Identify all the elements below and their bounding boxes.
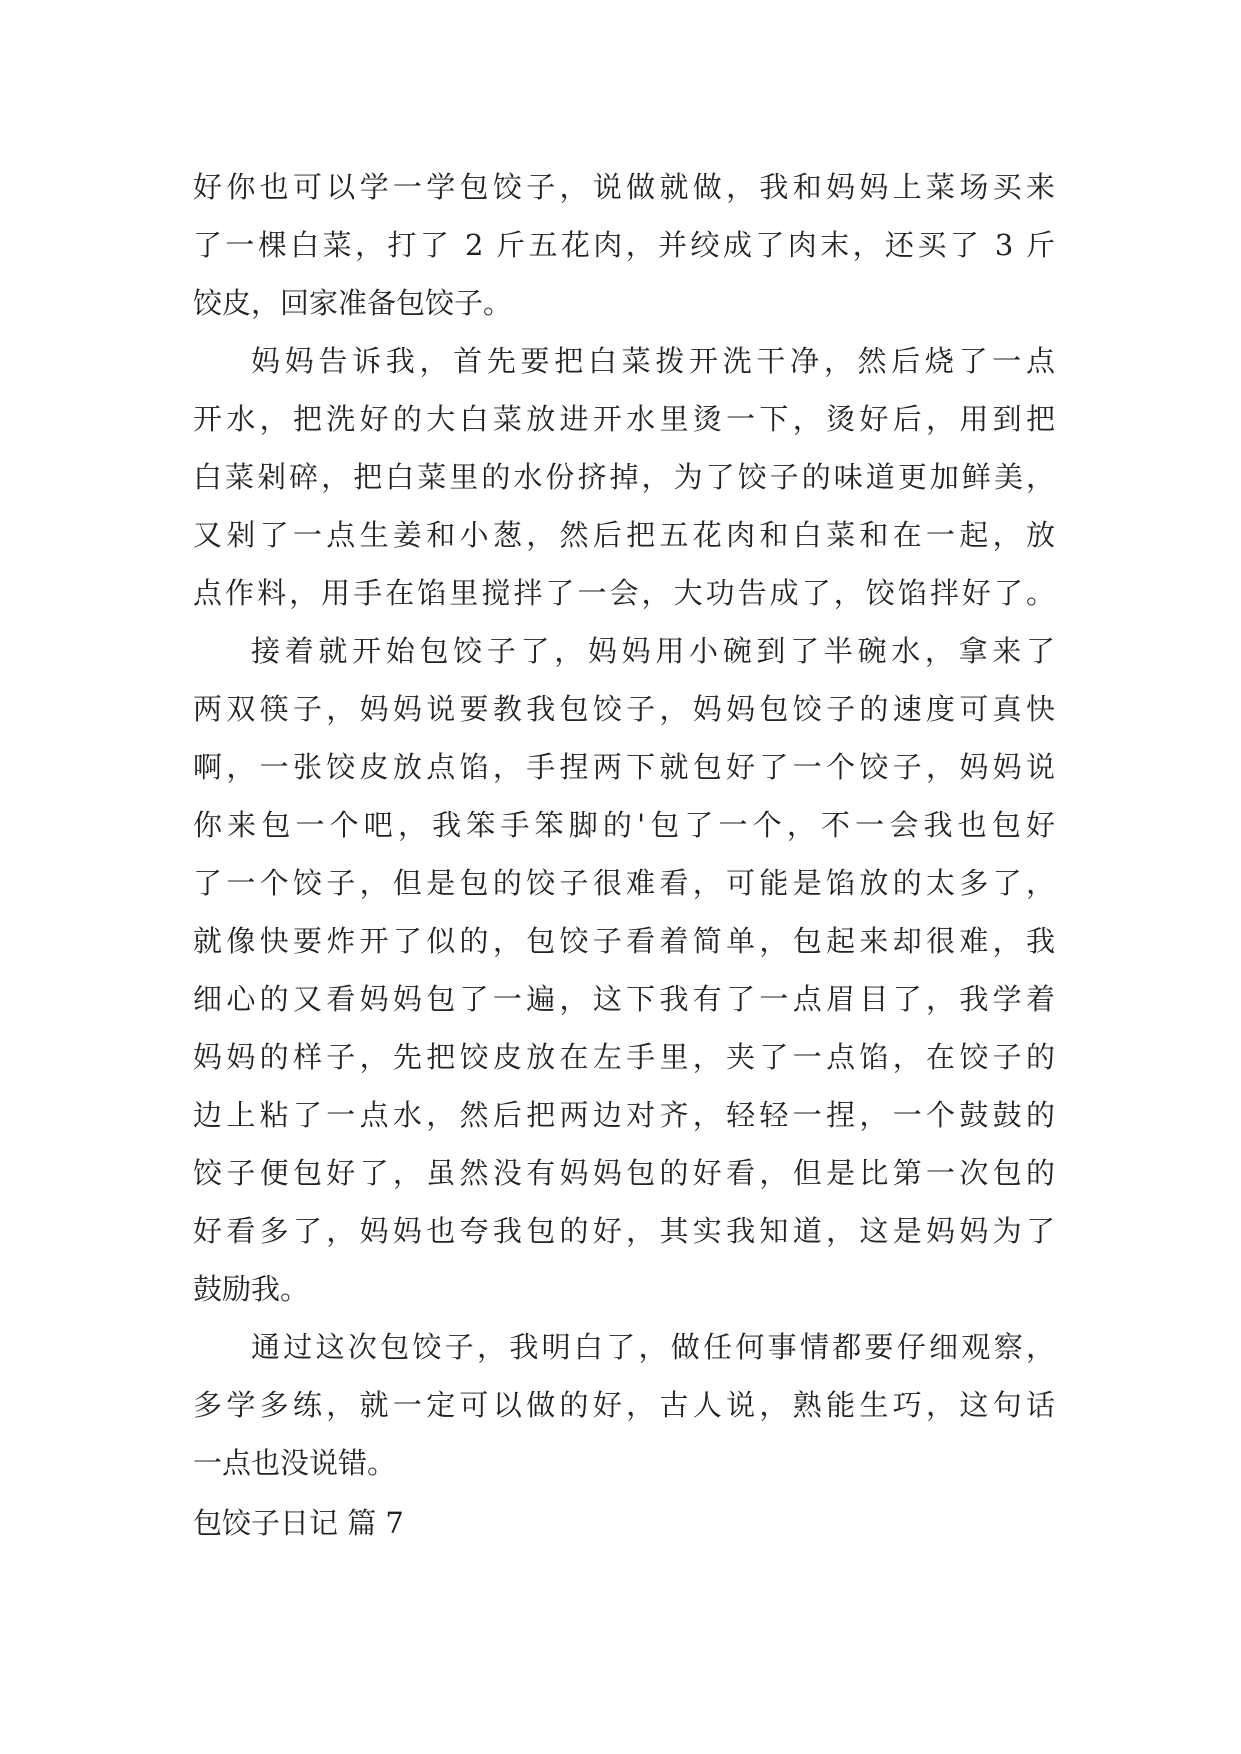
text-line: 好看多了，妈妈也夸我包的好，其实我知道，这是妈妈为了 xyxy=(193,1214,1055,1248)
text-line: 又剁了一点生姜和小葱，然后把五花肉和白菜和在一起，放 xyxy=(193,518,1055,552)
text-line: 两双筷子，妈妈说要教我包饺子，妈妈包饺子的速度可真快 xyxy=(193,692,1055,726)
text-line: 饺子便包好了，虽然没有妈妈包的好看，但是比第一次包的 xyxy=(193,1156,1055,1190)
text-line: 就像快要炸开了似的，包饺子看着简单，包起来却很难，我 xyxy=(193,924,1055,958)
text-line: 妈妈告诉我，首先要把白菜拨开洗干净，然后烧了一点 xyxy=(251,344,1055,378)
text-line: 了一棵白菜，打了 2 斤五花肉，并绞成了肉末，还买了 3 斤 xyxy=(193,228,1055,262)
text-line: 多学多练，就一定可以做的好，古人说，熟能生巧，这句话 xyxy=(193,1388,1055,1422)
text-line: 细心的又看妈妈包了一遍，这下我有了一点眉目了，我学着 xyxy=(193,982,1055,1016)
text-line: 好你也可以学一学包饺子，说做就做，我和妈妈上菜场买来 xyxy=(193,170,1055,204)
text-line: 一点也没说错。 xyxy=(193,1446,397,1480)
text-line: 饺皮，回家准备包饺子。 xyxy=(193,286,513,320)
section-heading: 包饺子日记 篇 7 xyxy=(193,1506,404,1540)
text-line: 你来包一个吧，我笨手笨脚的'包了一个，不一会我也包好 xyxy=(193,808,1055,842)
text-line: 妈妈的样子，先把饺皮放在左手里，夹了一点馅，在饺子的 xyxy=(193,1040,1055,1074)
text-line: 边上粘了一点水，然后把两边对齐，轻轻一捏，一个鼓鼓的 xyxy=(193,1098,1055,1132)
document-body xyxy=(193,158,1055,1552)
text-line: 接着就开始包饺子了，妈妈用小碗到了半碗水，拿来了 xyxy=(251,634,1055,668)
text-line: 通过这次包饺子，我明白了，做任何事情都要仔细观察， xyxy=(251,1330,1055,1364)
text-line: 鼓励我。 xyxy=(193,1272,310,1306)
text-line: 啊，一张饺皮放点馅，手捏两下就包好了一个饺子，妈妈说 xyxy=(193,750,1055,784)
text-line: 点作料，用手在馅里搅拌了一会，大功告成了，饺馅拌好了。 xyxy=(193,576,1055,610)
text-line: 了一个饺子，但是包的饺子很难看，可能是馅放的太多了， xyxy=(193,866,1055,900)
text-line: 开水，把洗好的大白菜放进开水里烫一下，烫好后，用到把 xyxy=(193,402,1055,436)
text-line: 白菜剁碎，把白菜里的水份挤掉，为了饺子的味道更加鲜美， xyxy=(193,460,1055,494)
